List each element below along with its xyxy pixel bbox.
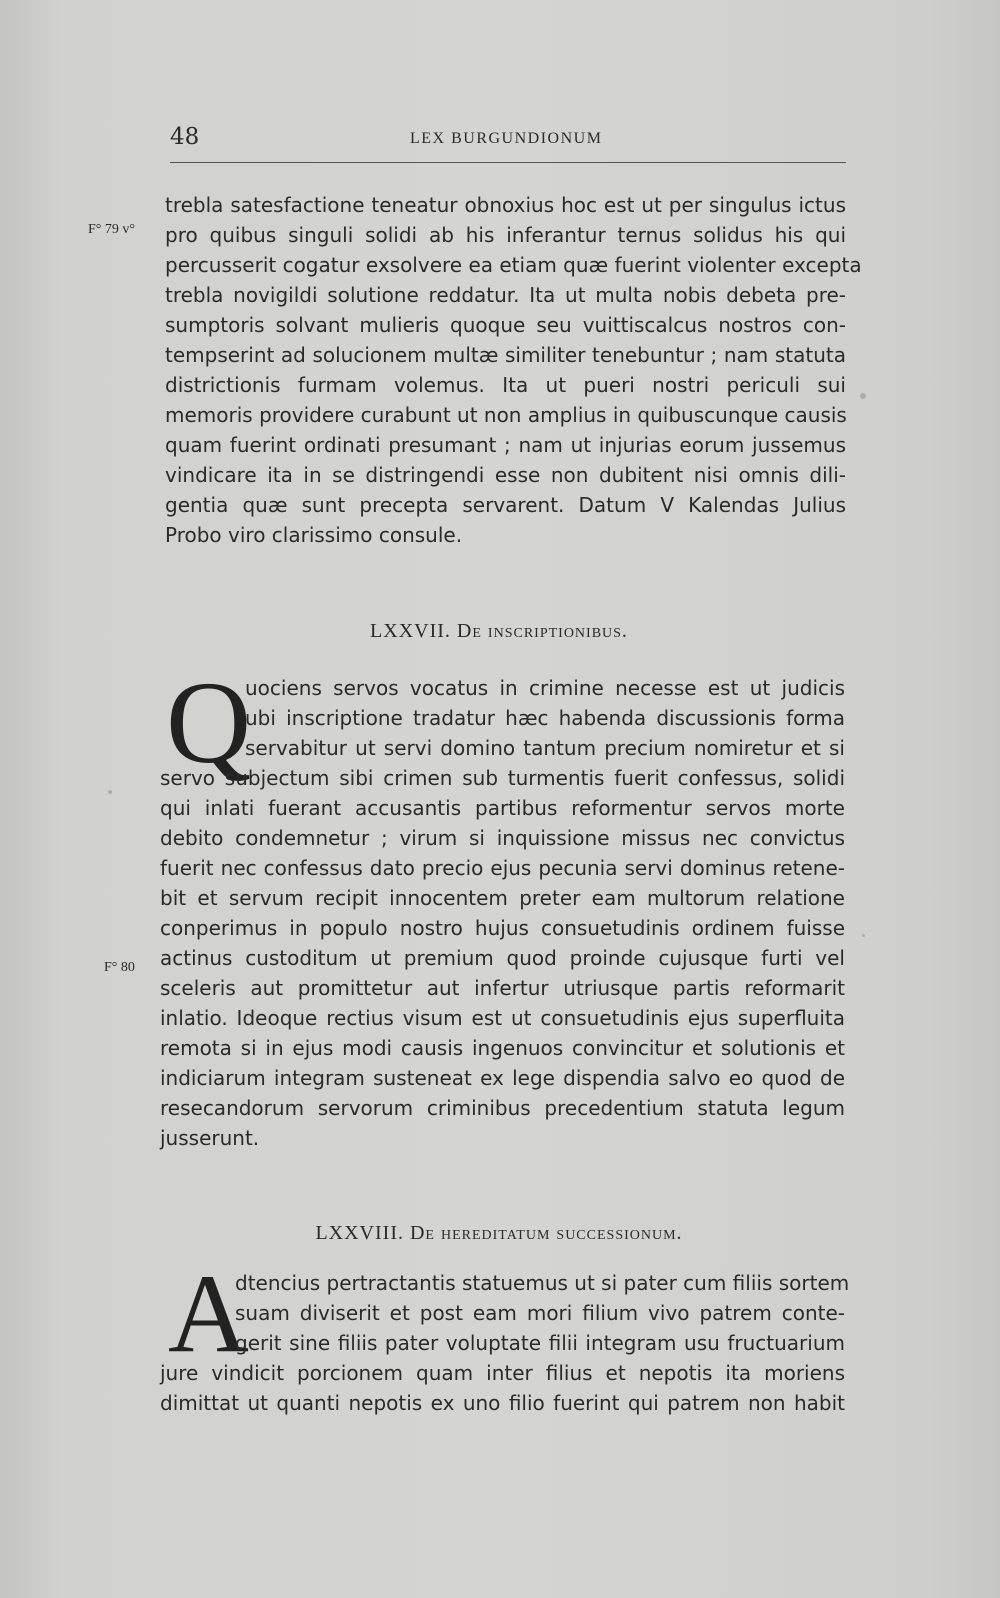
ink-speck	[108, 790, 112, 794]
text-line: Probo viro clarissimo consule.	[165, 523, 463, 547]
text-line: pro quibus singuli solidi ab his inferantur ternus solidus his qui	[165, 223, 846, 247]
text-line: remota si in ejus modi causis ingenuos convincitur et solutionis et	[160, 1036, 845, 1060]
folio-note-80: F° 80	[104, 960, 135, 975]
folio-note-79v: F° 79 v°	[88, 222, 135, 237]
text-line: dimittat ut quanti nepotis ex uno filio fuerint qui patrem non habit	[160, 1391, 845, 1415]
section-title: De hereditatum successionum.	[409, 1222, 683, 1244]
text-line: districtionis furmam volemus. Ita ut pueri nostri periculi sui	[165, 373, 846, 397]
text-line: resecandorum servorum criminibus precedentium statuta legum	[160, 1096, 845, 1120]
text-line: suam diviserit et post eam mori filium vivo patrem conte-	[235, 1301, 845, 1325]
section-heading-77	[160, 620, 838, 643]
drop-cap-a: A	[168, 1252, 249, 1376]
text-line: debito condemnetur ; virum si inquissione missus nec convictus	[160, 826, 845, 850]
running-title: LEX BURGUNDIONUM	[410, 130, 603, 147]
text-line: bit et servum recipit innocentem preter eam multorum relatione	[160, 886, 845, 910]
text-line: inlatio. Ideoque rectius visum est ut consuetudinis ejus superfluita	[160, 1006, 845, 1030]
text-line: conperimus in populo nostro hujus consuetudinis ordinem fuisse	[160, 916, 845, 940]
text-line: dtencius pertractantis statuemus ut si pater cum filiis sortem	[235, 1271, 850, 1295]
text-line: quam fuerint ordinati presumant ; nam ut injurias eorum jussemus	[165, 433, 846, 457]
section-title: De inscriptionibus.	[456, 620, 628, 642]
text-line: trebla satesfactione teneatur obnoxius hoc est ut per singulus ictus	[165, 193, 846, 217]
text-line: gentia quæ sunt precepta servarent. Datum V Kalendas Julius	[165, 493, 846, 517]
text-line: tempserint ad solucionem multæ similiter tenebuntur ; nam statuta	[165, 343, 846, 367]
page-header	[170, 120, 846, 164]
text-line: jusserunt.	[160, 1126, 260, 1150]
section-number: LXXVIII.	[315, 1222, 404, 1244]
text-line: percusserit cogatur exsolvere ea etiam quæ fuerint violenter excepta	[165, 253, 862, 277]
text-line: fuerit nec confessus dato precio ejus pecunia servi dominus retene-	[160, 856, 845, 880]
text-line: indiciarum integram susteneat ex lege dispendia salvo eo quod de	[160, 1066, 845, 1090]
section-number: LXXVII.	[370, 620, 451, 642]
text-line: servabitur ut servi domino tantum precium nomiretur et si	[245, 736, 845, 760]
text-line: qui inlati fuerant accusantis partibus reformentur servos morte	[160, 796, 845, 820]
ink-speck	[860, 393, 866, 399]
text-line: sumptoris solvant mulieris quoque seu vuittiscalcus nostros con-	[165, 313, 846, 337]
text-line: uociens servos vocatus in crimine necesse est ut judicis	[245, 676, 845, 700]
page-number: 48	[170, 124, 200, 150]
drop-cap-q: Q	[166, 657, 252, 788]
text-line: ubi inscriptione tradatur hæc habenda discussionis forma	[245, 706, 845, 730]
ink-speck	[862, 934, 865, 937]
header-rule	[170, 162, 846, 163]
section-heading-78	[160, 1222, 838, 1245]
text-line: servo subjectum sibi crimen sub turmentis fuerit confessus, solidi	[160, 766, 845, 790]
text-line: jure vindicit porcionem quam inter filius et nepotis ita moriens	[160, 1361, 845, 1385]
text-line: gerit sine filiis pater voluptate filii integram usu fructuarium	[235, 1331, 845, 1355]
text-line: trebla novigildi solutione reddatur. Ita ut multa nobis debeta pre-	[165, 283, 846, 307]
text-line: memoris providere curabunt ut non amplius in quibuscunque causis	[165, 403, 847, 427]
text-line: vindicare ita in se distringendi esse non dubitent nisi omnis dili-	[165, 463, 846, 487]
text-line: actinus custoditum ut premium quod proinde cujusque furti vel	[160, 946, 845, 970]
text-line: sceleris aut promittetur aut infertur utriusque partis reformarit	[160, 976, 845, 1000]
